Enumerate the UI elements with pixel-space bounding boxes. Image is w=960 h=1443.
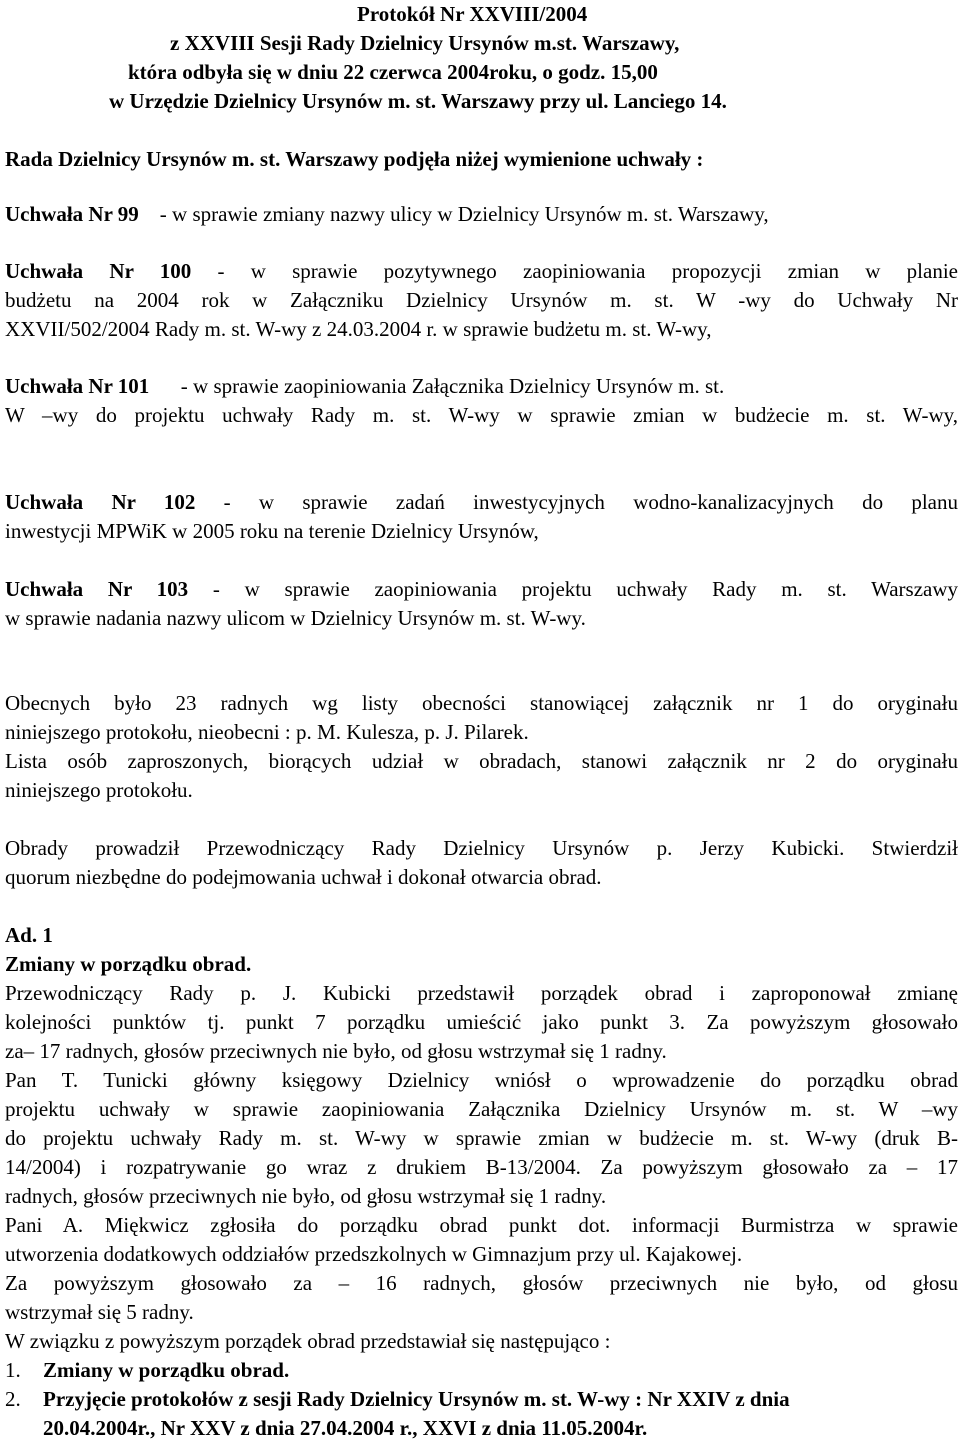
chair-line-2: quorum niezbędne do podejmowania uchwał i dokonał otwarcia obrad. <box>5 865 602 889</box>
resolution-99-text: - w sprawie zmiany nazwy ulicy w Dzielnicy Ursynów m. st. Warszawy, <box>159 202 769 226</box>
ad1-line-10: Za powyższym głosowało za – 16 radnych, głosów przeciwnych nie było, od głosu <box>5 1271 958 1295</box>
protocol-title: Protokół Nr XXVIII/2004 <box>357 2 588 26</box>
resolution-99 <box>5 200 769 229</box>
ad1-line-8: Pani A. Miękwicz zgłosiła do porządku obrad punkt dot. informacji Burmistrza w sprawie <box>5 1213 958 1237</box>
resolution-101-text-1: - w sprawie zaopiniowania Załącznika Dzielnicy Ursynów m. st. <box>180 374 725 398</box>
resolution-100-line-3: XXVII/502/2004 Rady m. st. W-wy z 24.03.2004 r. w sprawie budżetu m. st. W-wy, <box>5 317 712 341</box>
resolution-103-line-2: w sprawie nadania nazwy ulicom w Dzielnicy Ursynów m. st. W-wy. <box>5 606 586 630</box>
resolution-103-text-1: - w sprawie zaopiniowania projektu uchwały Rady m. st. Warszawy <box>212 577 959 601</box>
ad1-line-7: radnych, głosów przeciwnych nie było, od głosu wstrzymał się 1 radny. <box>5 1184 607 1208</box>
attendance-line-1: Obecnych było 23 radnych wg listy obecności stanowiącej załącznik nr 1 do oryginału <box>5 691 958 715</box>
resolution-100-text-1: - w sprawie pozytywnego zaopiniowania propozycji zmian w planie <box>217 259 958 283</box>
agenda-item-1-number: 1. <box>5 1358 21 1382</box>
resolution-102-label: Uchwała Nr 102 <box>5 490 196 514</box>
ad1-line-5: do projektu uchwały Rady m. st. W-wy w sprawie zmian w budżecie m. st. W-wy (druk B- <box>5 1126 958 1150</box>
ad1-line-3: Pan T. Tunicki główny księgowy Dzielnicy wniósł o wprowadzenie do porządku obrad <box>5 1068 958 1092</box>
location-line: w Urzędzie Dzielnicy Ursynów m. st. Warszawy przy ul. Lanciego 14. <box>109 89 727 113</box>
resolution-103-label: Uchwała Nr 103 <box>5 577 189 601</box>
ad1-line-11: wstrzymał się 5 radny. <box>5 1300 194 1324</box>
chair-line-1: Obrady prowadził Przewodniczący Rady Dzielnicy Ursynów p. Jerzy Kubicki. Stwierdził <box>5 836 958 860</box>
agenda-item-2-number: 2. <box>5 1387 21 1411</box>
intro-line: Rada Dzielnicy Ursynów m. st. Warszawy podjęła niżej wymienione uchwały : <box>5 147 704 171</box>
ad1-line-2: za– 17 radnych, głosów przeciwnych nie było, od głosu wstrzymał się 1 radny. <box>5 1039 667 1063</box>
resolution-100-label: Uchwała Nr 100 <box>5 259 192 283</box>
ad1-line-4: projektu uchwały w sprawie zaopiniowania Załącznika Dzielnicy Ursynów m. st. W –wy <box>5 1097 958 1121</box>
attendance-line-3: Lista osób zaproszonych, biorących udział w obradach, stanowi załącznik nr 2 do oryginału <box>5 749 958 773</box>
agenda-item-2 <box>5 1385 790 1414</box>
resolution-100-line-1 <box>5 257 958 286</box>
ad1-line-12: W związku z powyższym porządek obrad przedstawiał się następująco : <box>5 1329 611 1353</box>
attendance-line-2: niniejszego protokołu, nieobecni : p. M. Kulesza, p. J. Pilarek. <box>5 720 529 744</box>
resolution-102-text-1: - w sprawie zadań inwestycyjnych wodno-kanalizacyjnych do planu <box>223 490 958 514</box>
session-line: z XXVIII Sesji Rady Dzielnicy Ursynów m.st. Warszawy, <box>170 31 680 55</box>
resolution-102-line-1 <box>5 488 958 517</box>
resolution-103-line-1 <box>5 575 958 604</box>
ad1-line-6: 14/2004) i rozpatrywanie go wraz z drukiem B-13/2004. Za powyższym głosowało za – 17 <box>5 1155 958 1179</box>
resolution-99-label: Uchwała Nr 99 <box>5 202 139 226</box>
agenda-item-1 <box>5 1356 289 1385</box>
agenda-item-1-text: Zmiany w porządku obrad. <box>43 1358 290 1382</box>
ad1-subtitle: Zmiany w porządku obrad. <box>5 952 252 976</box>
ad1-line-0: Przewodniczący Rady p. J. Kubicki przedstawił porządek obrad i zaproponował zmianę <box>5 981 958 1005</box>
ad1-line-9: utworzenia dodatkowych oddziałów przedszkolnych w Gimnazjum przy ul. Kajakowej. <box>5 1242 743 1266</box>
resolution-101-line-1 <box>5 372 724 401</box>
resolution-102-line-2: inwestycji MPWiK w 2005 roku na terenie Dzielnicy Ursynów, <box>5 519 539 543</box>
ad1-line-1: kolejności punktów tj. punkt 7 porządku umieścić jako punkt 3. Za powyższym głosowało <box>5 1010 958 1034</box>
date-line: która odbyła się w dniu 22 czerwca 2004roku, o godz. 15,00 <box>128 60 658 84</box>
agenda-item-2-continuation: 20.04.2004r., Nr XXV z dnia 27.04.2004 r., XXVI z dnia 11.05.2004r. <box>43 1416 648 1440</box>
resolution-101-label: Uchwała Nr 101 <box>5 374 150 398</box>
resolution-100-line-2: budżetu na 2004 rok w Załączniku Dzielnicy Ursynów m. st. W -wy do Uchwały Nr <box>5 288 958 312</box>
attendance-line-4: niniejszego protokołu. <box>5 778 193 802</box>
resolution-101-line-2: W –wy do projektu uchwały Rady m. st. W-wy w sprawie zmian w budżecie m. st. W-wy, <box>5 403 958 427</box>
agenda-item-2-text: Przyjęcie protokołów z sesji Rady Dzielnicy Ursynów m. st. W-wy : Nr XXIV z dnia <box>43 1387 790 1411</box>
ad1-title: Ad. 1 <box>5 923 53 947</box>
